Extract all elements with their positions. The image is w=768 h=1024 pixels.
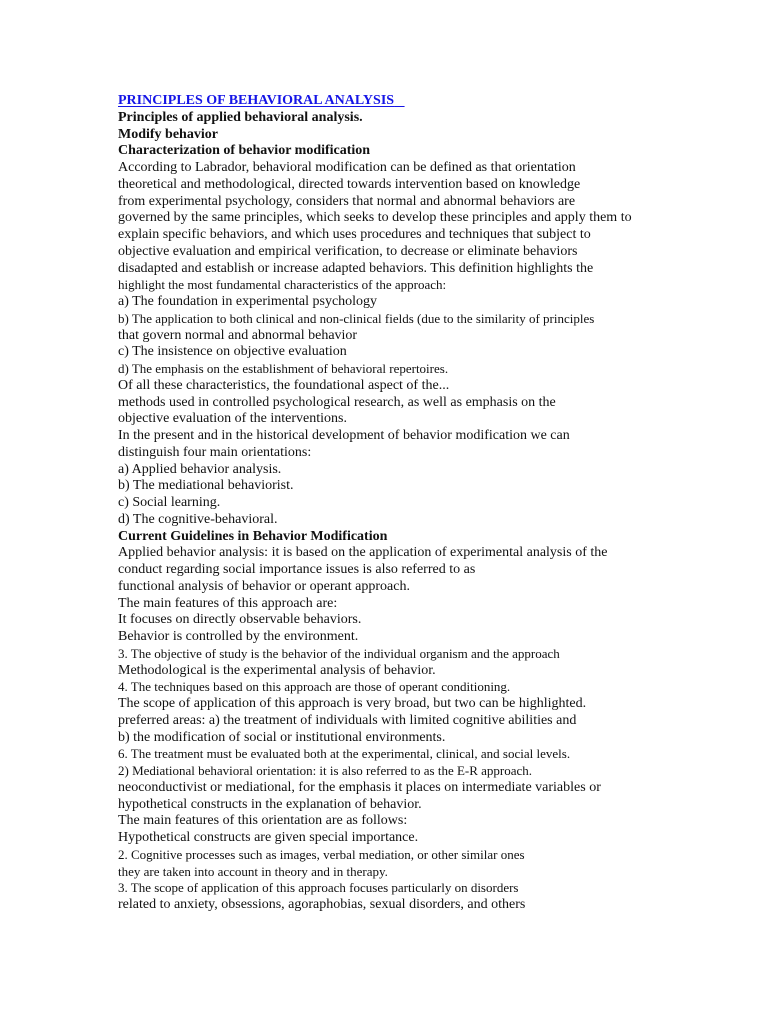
title-link-text[interactable]: PRINCIPLES OF BEHAVIORAL ANALYSIS	[118, 93, 395, 108]
text-line: explain specific behaviors, and which uses procedures and techniques that subject to	[118, 227, 591, 242]
text-line: The main features of this orientation are as follows:	[118, 813, 408, 829]
text-line: 6. The treatment must be evaluated both at the experimental, clinical, and social levels.	[118, 746, 571, 762]
text-line: a) The foundation in experimental psychology	[118, 294, 378, 309]
title-link-trailing[interactable]	[394, 93, 405, 108]
section-heading: Modify behavior	[118, 126, 218, 142]
section-heading: Principles of applied behavioral analysis.	[118, 109, 363, 125]
document-body	[118, 93, 758, 914]
text-line: 2) Mediational behavioral orientation: it is also referred to as the E-R approach.	[118, 763, 533, 778]
section-heading: Characterization of behavior modification	[118, 143, 371, 159]
text-line: b) the modification of social or institutional environments.	[118, 729, 446, 745]
section-heading: Current Guidelines in Behavior Modification	[118, 528, 388, 544]
text-line: methods used in controlled psychological research, as well as emphasis on the	[118, 394, 556, 410]
text-line: c) The insistence on objective evaluation	[118, 344, 347, 360]
text-line: distinguish four main orientations:	[118, 444, 312, 460]
text-line: objective evaluation of the interventions.	[118, 411, 347, 427]
text-line: 3. The objective of study is the behavior of the individual organism and the approach	[118, 645, 560, 661]
text-line: According to Labrador, behavioral modification can be defined as that orientation	[118, 160, 576, 175]
text-line: that govern normal and abnormal behavior	[118, 327, 358, 343]
text-line: a) Applied behavior analysis.	[118, 461, 282, 477]
text-line: Of all these characteristics, the foundational aspect of the...	[118, 377, 450, 393]
text-line: It focuses on directly observable behaviors.	[118, 612, 362, 628]
text-line: 2. Cognitive processes such as images, verbal mediation, or other similar ones	[118, 846, 525, 862]
title-link[interactable]	[118, 93, 758, 110]
text-line: The main features of this approach are:	[118, 595, 338, 611]
text-line: d) The cognitive-behavioral.	[118, 511, 278, 527]
text-line: 4. The techniques based on this approach are those of operant conditioning.	[118, 679, 511, 695]
text-line: related to anxiety, obsessions, agoraphobias, sexual disorders, and others	[118, 897, 526, 912]
document-lines	[118, 110, 758, 914]
text-line: b) The mediational behaviorist.	[118, 478, 294, 494]
text-line: c) Social learning.	[118, 495, 221, 510]
text-line: disadapted and establish or increase adapted behaviors. This definition highlights the	[118, 260, 594, 276]
text-line: In the present and in the historical development of behavior modification we can	[118, 428, 570, 443]
text-line: Behavior is controlled by the environment.	[118, 629, 359, 644]
text-line: Applied behavior analysis: it is based on the application of experimental analysis of the	[118, 545, 608, 561]
text-line: governed by the same principles, which seeks to develop these principles and apply them to	[118, 210, 632, 226]
text-line: from experimental psychology, considers that normal and abnormal behaviors are	[118, 193, 576, 209]
text-line: The scope of application of this approach is very broad, but two can be highlighted.	[118, 696, 587, 711]
text-line: Methodological is the experimental analysis of behavior.	[118, 662, 436, 678]
text-line: functional analysis of behavior or operant approach.	[118, 578, 410, 594]
text-line: conduct regarding social importance issues is also referred to as	[118, 562, 476, 577]
text-line: they are taken into account in theory and in therapy.	[118, 863, 388, 879]
text-line: neoconductivist or mediational, for the emphasis it places on intermediate variables or	[118, 779, 601, 795]
text-line: 3. The scope of application of this approach focuses particularly on disorders	[118, 880, 519, 896]
text-line: hypothetical constructs in the explanation of behavior.	[118, 796, 422, 812]
text-line: b) The application to both clinical and non-clinical fields (due to the similarity of principles	[118, 310, 595, 326]
text-line: Hypothetical constructs are given special importance.	[118, 830, 419, 845]
text-line: d) The emphasis on the establishment of behavioral repertoires.	[118, 361, 449, 376]
text-line: theoretical and methodological, directed towards intervention based on knowledge	[118, 176, 581, 192]
text-line: preferred areas: a) the treatment of individuals with limited cognitive abilities and	[118, 712, 577, 728]
text-line: highlight the most fundamental characteristics of the approach:	[118, 277, 447, 293]
text-line: objective evaluation and empirical verification, to decrease or eliminate behaviors	[118, 243, 578, 259]
